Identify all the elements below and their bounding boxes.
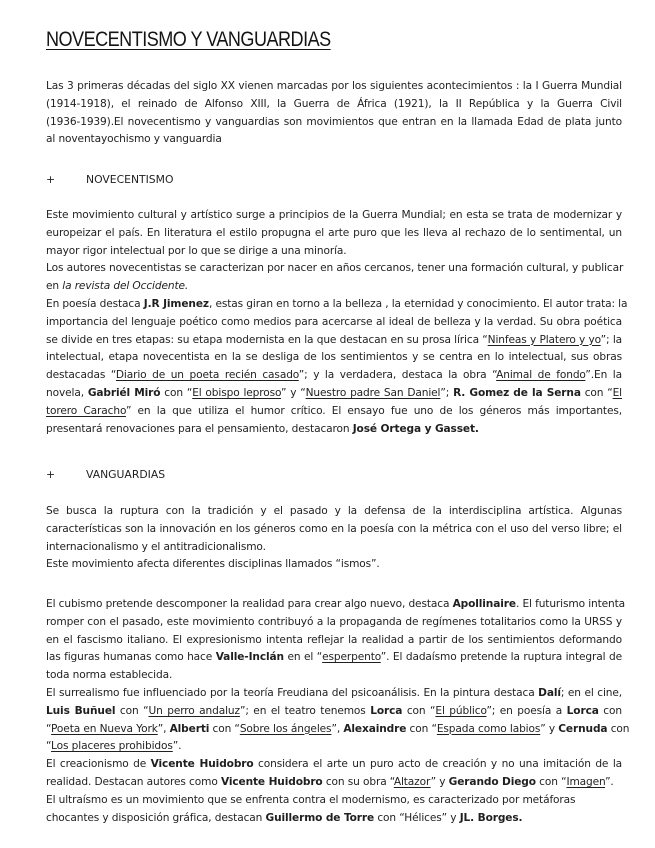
work-title: esperpento [322, 651, 381, 664]
journal-title: la revista del Occidente. [62, 280, 189, 293]
text-line: mayor rigor intelectual por lo que se dirige a una minoría. [46, 244, 347, 257]
text-line: torero Caracho” en la que utiliza el humor crítico. El ensayo fue uno de los géneros más importantes, [46, 404, 622, 417]
work-title: Diario de un poeta recién casado [115, 369, 299, 382]
author-name: Valle-Inclán [215, 651, 284, 664]
text-line: en la revista del Occidente. [46, 280, 189, 293]
text-line: características son la innovación en los géneros como en la poesía con la métrica con el uso del verso libre; el [46, 522, 622, 535]
text-line: destacadas “Diario de un poeta recién casado”; y la verdadera, destaca la obra “Animal de fondo”.En la [46, 369, 622, 382]
bullet-plus: + [46, 468, 56, 481]
text-line: presentará renovaciones para el pensamiento, destacaron José Ortega y Gasset. [46, 422, 479, 435]
text-line: Luis Buñuel con “Un perro andaluz”; en el teatro tenemos Lorca con “El público”; en poesía a Lorca con [46, 704, 622, 717]
bullet-plus: + [46, 173, 56, 186]
vanguardias-intro [46, 503, 622, 574]
author-name: JL. Borges. [459, 811, 523, 824]
work-title: Nuestro padre San Daniel [305, 386, 441, 399]
work-title: Un perro andaluz [148, 704, 240, 717]
text-line: El surrealismo fue influenciado por la teoría Freudiana del psicoanálisis. En la pintura destaca Dalí; en el cine, [46, 686, 623, 699]
intro-line: Las 3 primeras décadas del siglo XX vienen marcadas por los siguientes acontecimientos : la I Guerra Mundial [46, 80, 622, 92]
author-name: Alberti [169, 722, 210, 735]
author-name: Luis Buñuel [46, 704, 116, 717]
author-name: Lorca [370, 704, 403, 717]
text-line: novela, Gabriél Miró con “El obispo leproso” y “Nuestro padre San Daniel”; R. Gomez de la Serna con “El [46, 386, 622, 399]
text-line: Este movimiento afecta diferentes disciplinas llamados “ismos”. [46, 558, 380, 571]
section-heading-vanguardias [46, 466, 165, 484]
text-line: europeizar el país. En literatura el estilo propugna el arte puro que les lleva al rechazo de lo sentimental, un [46, 226, 622, 239]
text-line: El creacionismo de Vicente Huidobro considera el arte un puro acto de creación y no una imitación de la [46, 758, 623, 771]
work-title: Ninfeas y Platero y yo [487, 333, 601, 346]
author-name: Gabriél Miró [87, 386, 161, 399]
text-line: toda norma establecida. [46, 669, 173, 682]
work-title: Los placeres prohibidos [51, 740, 173, 753]
intro-line: (1936-1939).El novecentismo y vanguardias son movimientos que entran en la llamada Edad de plata junto [46, 115, 622, 128]
text-line: se divide en tres etapas: su etapa modernista en la que destacan en su prosa lírica “Ninfeas y Platero y yo”; la [46, 333, 623, 346]
work-title: torero Caracho [46, 404, 126, 417]
author-name: Cernuda [558, 722, 608, 735]
text-line: internacionalismo y el antitradicionalismo. [46, 540, 266, 553]
text-line: “Los placeres prohibidos”. [46, 740, 182, 753]
author-name: Alexaindre [343, 722, 407, 735]
text-line: El cubismo pretende descomponer la realidad para crear algo nuevo, destaca Apollinaire. El futurismo intenta [46, 598, 626, 610]
work-title: Animal de fondo [496, 369, 586, 382]
text-line: chocantes y disposición gráfica, destacan Guillermo de Torre con “Hélices” y JL. Borges. [46, 811, 523, 824]
work-title: Altazor [393, 775, 431, 788]
text-line: En poesía destaca J.R Jimenez, estas giran en torno a la belleza , la eternidad y conocimiento. El autor trata: la [46, 297, 628, 310]
author-name: Vicente Huidobro [220, 775, 323, 788]
author-name: Apollinaire [452, 598, 516, 610]
author-name: Guillermo de Torre [265, 811, 375, 824]
text-line: las figuras humanas como hace Valle-Inclán en el “esperpento”. El dadaísmo pretende la ruptura integral de [46, 651, 622, 664]
author-name: Dalí [538, 686, 561, 699]
text-line: El ultraísmo es un movimiento que se enfrenta contra el modernismo, es caracterizado por metáforas [46, 793, 576, 806]
work-title: Sobre los ángeles [239, 722, 332, 735]
work-title: El obispo leproso [192, 386, 282, 399]
author-name: Gerando Diego [448, 775, 536, 788]
work-title: Poeta en Nueva York [51, 722, 158, 735]
text-line: Este movimiento cultural y artístico surge a principios de la Guerra Mundial; en esta se trata de modernizar y [46, 209, 622, 221]
section-heading-label: VANGUARDIAS [86, 468, 166, 481]
author-name: José Ortega y Gasset. [352, 422, 479, 435]
intro-paragraph [46, 78, 622, 149]
intro-line: (1914-1918), el reinado de Alfonso XIII, la Guerra de África (1921), la II República y la Guerra Civil [46, 97, 622, 110]
work-title: Espada como labios [436, 722, 541, 735]
text-line: romper con el pasado, este movimiento contribuyó a la propaganda de regímenes totalitarios como la URSS y [46, 615, 622, 628]
intro-line: al noventayochismo y vanguardia [46, 133, 222, 146]
section-heading-label: NOVECENTISMO [86, 173, 174, 186]
section-heading-novecentismo [46, 171, 173, 189]
text-line: “Poeta en Nueva York”, Alberti con “Sobre los ángeles”, Alexaindre con “Espada como labios” y Cernuda con [46, 722, 630, 735]
work-title: Imagen [566, 775, 606, 788]
work-title: El público [435, 704, 487, 717]
author-name: Vicente Huidobro [150, 758, 254, 771]
author-name: Lorca [566, 704, 599, 717]
text-line: Los autores novecentistas se caracterizan por nacer en años cercanos, tener una formación cultural, y publicar [46, 262, 624, 275]
author-name: J.R Jimenez [143, 297, 209, 310]
text-line: Se busca la ruptura con la tradición y el pasado y la defensa de la interdisciplina artística. Algunas [46, 505, 622, 517]
vanguardias-body [46, 596, 630, 827]
text-line: intelectual, etapa novecentista en la se desliga de los sentimientos y se centra en lo intelectual, sus obras [46, 351, 622, 364]
text-line: realidad. Destacan autores como Vicente Huidobro con su obra “Altazor” y Gerando Diego con “Imagen”. [46, 775, 614, 788]
text-line: importancia del lenguaje poético como medios para acercarse al ideal de belleza y la verdad. Su obra poética [46, 315, 622, 328]
text-line: en el fascismo italiano. El expresionismo intenta reflejar la realidad a partir de los sentimientos deformando [46, 633, 622, 646]
work-title: El [612, 386, 622, 399]
novecentismo-body [46, 207, 628, 438]
page-title: NOVECENTISMO Y VANGUARDIAS [46, 28, 331, 51]
author-name: R. Gomez de la Serna [453, 386, 581, 399]
